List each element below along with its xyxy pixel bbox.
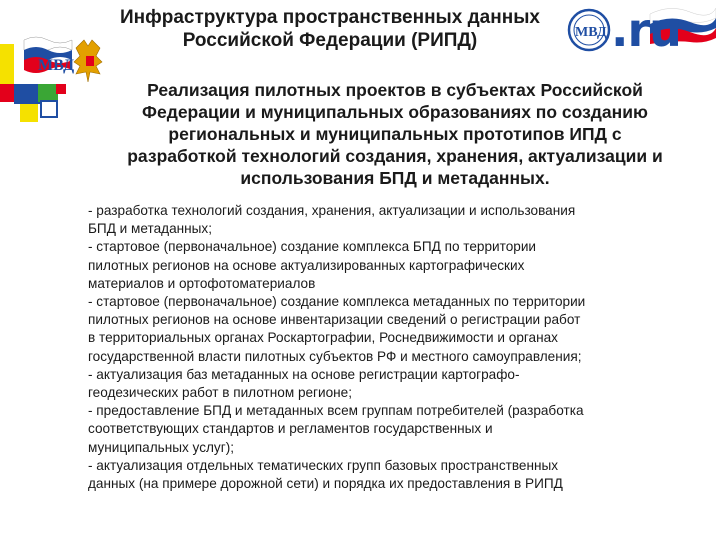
body-line: материалов и ортофотоматериалов — [88, 275, 316, 291]
body-line: БПД и метаданных; — [88, 221, 212, 237]
body-line: пилотных регионов на основе актуализированных картографических — [88, 257, 525, 273]
body-line: пилотных регионов на основе инвентаризации сведений о регистрации работ — [88, 312, 581, 328]
slide-subtitle — [100, 79, 690, 189]
subtitle-line: разработкой технологий создания, хранения, актуализации и — [127, 146, 663, 166]
page-title-line2: Российской Федерации (РИПД) — [182, 30, 478, 51]
decor-square-outline — [40, 100, 58, 118]
svg-text:МВД: МВД — [575, 25, 607, 40]
decor-square-yellow-small — [20, 104, 38, 122]
subtitle-line: Реализация пилотных проектов в субъектах Российской — [147, 80, 643, 100]
body-line: соответствующих стандартов и регламентов государственных и — [88, 421, 493, 437]
body-line: данных (на примере дорожной сети) и порядка их предоставления в РИПД — [88, 476, 563, 492]
body-line: государственной власти пилотных субъектов РФ и местного самоуправления; — [88, 348, 582, 364]
body-line: в территориальных органах Роскартографии, Роснедвижимости и органах — [88, 330, 558, 346]
page-title-line1: Инфраструктура пространственных данных — [119, 7, 540, 28]
body-line: - разработка технологий создания, хранения, актуализации и использования — [88, 203, 576, 218]
body-line: геодезических работ в пилотном регионе; — [88, 385, 353, 401]
slide-body — [88, 202, 688, 493]
svg-text:МВД: МВД — [38, 57, 75, 74]
subtitle-line: Федерации и муниципальных образованиях по созданию — [142, 102, 648, 122]
body-line: - стартовое (первоначальное) создание комплекса БПД по территории — [88, 239, 537, 255]
body-line: - предоставление БПД и метаданных всем группам потребителей (разработка — [88, 403, 584, 419]
subtitle-line: региональных и муниципальных прототипов ИПД с — [168, 124, 622, 144]
body-line: - актуализация отдельных тематических групп базовых пространственных — [88, 457, 559, 473]
subtitle-line: использования БПД и метаданных. — [240, 168, 550, 188]
body-line: - стартовое (первоначальное) создание комплекса метаданных по территории — [88, 294, 586, 310]
mvd-logo-icon — [567, 8, 611, 52]
page-title — [100, 6, 560, 52]
body-line: - актуализация баз метаданных на основе регистрации картографо- — [88, 366, 520, 382]
domain-logo-text: .ru — [611, 3, 681, 57]
body-line: муниципальных услуг); — [88, 439, 234, 455]
